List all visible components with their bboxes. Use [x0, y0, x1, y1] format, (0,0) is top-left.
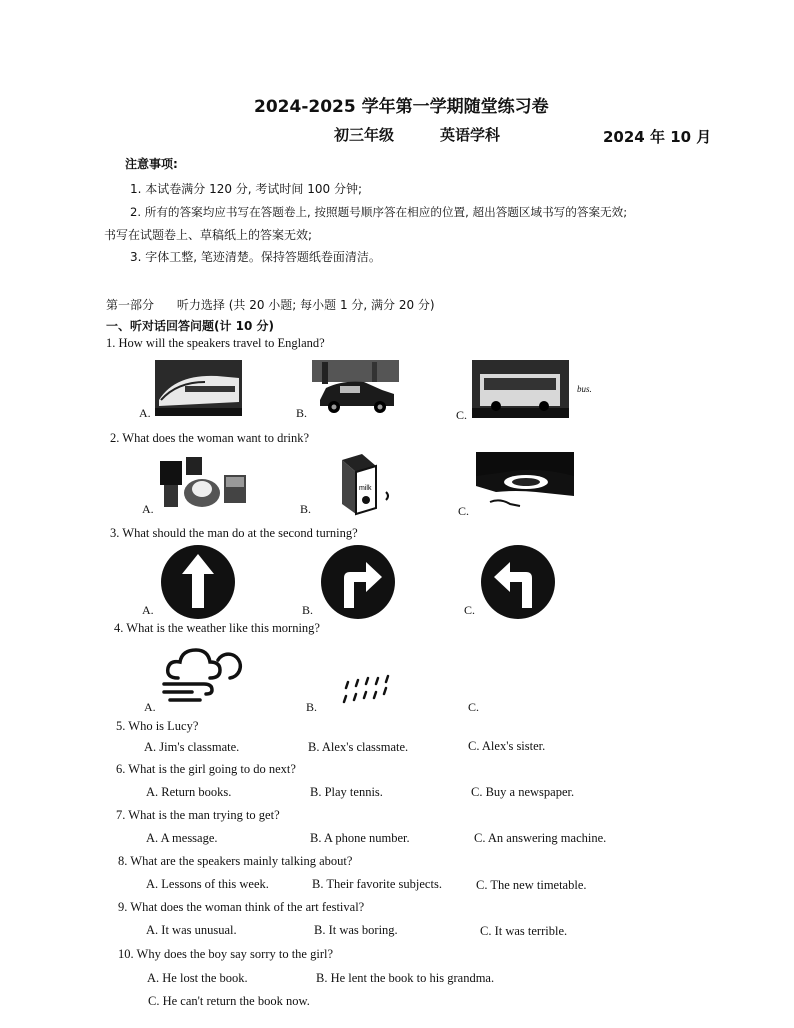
car-picture: [312, 360, 399, 416]
q4-option-c: C.: [468, 700, 480, 714]
q1-option-c: C.: [456, 408, 468, 422]
q3-option-b: B.: [302, 603, 314, 617]
question-9: 9. What does the woman think of the art festival?: [118, 900, 365, 914]
train-picture: [155, 360, 242, 416]
notice-item-2-cont: 书写在试题卷上、草稿纸上的答案无效;: [104, 228, 313, 242]
coffee-cup-picture: [476, 452, 574, 516]
q9-option-b: B. It was boring.: [314, 923, 398, 937]
exam-title: 2024-2025 学年第一学期随堂练习卷: [254, 97, 549, 117]
q4-option-a: A.: [144, 700, 156, 714]
question-6: 6. What is the girl going to do next?: [116, 762, 296, 776]
q4-option-b: B.: [306, 700, 318, 714]
svg-text:milk: milk: [359, 485, 372, 492]
drinks-picture: [158, 455, 250, 513]
question-5: 5. Who is Lucy?: [116, 719, 199, 733]
question-10: 10. Why does the boy say sorry to the girl?: [118, 947, 334, 961]
straight-arrow-icon: [160, 544, 236, 620]
question-8: 8. What are the speakers mainly talking about?: [118, 854, 353, 868]
q10-option-b: B. He lent the book to his grandma.: [316, 971, 495, 985]
notice-item-1: 1. 本试卷满分 120 分, 考试时间 100 分钟;: [130, 182, 363, 196]
question-3: 3. What should the man do at the second turning?: [110, 526, 358, 540]
question-1: 1. How will the speakers travel to England?: [106, 336, 325, 350]
q5-option-b: B. Alex's classmate.: [308, 740, 409, 754]
q9-option-c: C. It was terrible.: [480, 924, 568, 938]
notice-item-2: 2. 所有的答案均应书写在答题卷上, 按照题号顺序答在相应的位置, 超出答题区域书写的答案无效;: [130, 205, 628, 219]
q6-option-a: A. Return books.: [146, 785, 232, 799]
q8-option-a: A. Lessons of this week.: [146, 877, 269, 891]
q7-option-c: C. An answering machine.: [474, 831, 607, 845]
notice-heading: 注意事项:: [125, 157, 178, 171]
exam-date: 2024 年 10 月: [603, 128, 712, 146]
question-2: 2. What does the woman want to drink?: [110, 431, 310, 445]
milk-carton-icon: [328, 452, 394, 518]
turn-right-arrow-icon: [320, 544, 396, 620]
notice-item-3: 3. 字体工整, 笔迹清楚。保持答题纸卷面清洁。: [130, 250, 381, 264]
q2-option-a: A.: [142, 502, 154, 516]
q1-option-b: B.: [296, 406, 308, 420]
bus-picture: [472, 360, 569, 418]
q10-option-c: C. He can't return the book now.: [148, 994, 310, 1008]
cloudy-windy-icon: [160, 638, 244, 702]
q3-option-c: C.: [464, 603, 476, 617]
q2-option-b: B.: [300, 502, 312, 516]
question-4: 4. What is the weather like this morning?: [114, 621, 320, 635]
q7-option-b: B. A phone number.: [310, 831, 410, 845]
subject-label: 英语学科: [440, 126, 501, 144]
rain-icon: [340, 674, 396, 708]
question-7: 7. What is the man trying to get?: [116, 808, 280, 822]
q2-option-c: C.: [458, 504, 470, 518]
q6-option-c: C. Buy a newspaper.: [471, 785, 575, 799]
q8-option-c: C. The new timetable.: [476, 878, 587, 892]
q3-option-a: A.: [142, 603, 154, 617]
part1-heading: 第一部分 听力选择 (共 20 小题; 每小题 1 分, 满分 20 分): [106, 298, 435, 312]
q9-option-a: A. It was unusual.: [146, 923, 237, 937]
section1-heading: 一、听对话回答问题(计 10 分): [106, 319, 275, 333]
bus-handwritten-note: bus.: [577, 384, 592, 394]
q8-option-b: B. Their favorite subjects.: [312, 877, 442, 891]
q6-option-b: B. Play tennis.: [310, 785, 383, 799]
grade-label: 初三年级: [334, 126, 395, 144]
turn-left-arrow-icon: [480, 544, 556, 620]
q10-option-a: A. He lost the book.: [147, 971, 248, 985]
q7-option-a: A. A message.: [146, 831, 218, 845]
q5-option-c: C. Alex's sister.: [468, 739, 546, 753]
q5-option-a: A. Jim's classmate.: [144, 740, 240, 754]
q1-option-a: A.: [139, 406, 151, 420]
